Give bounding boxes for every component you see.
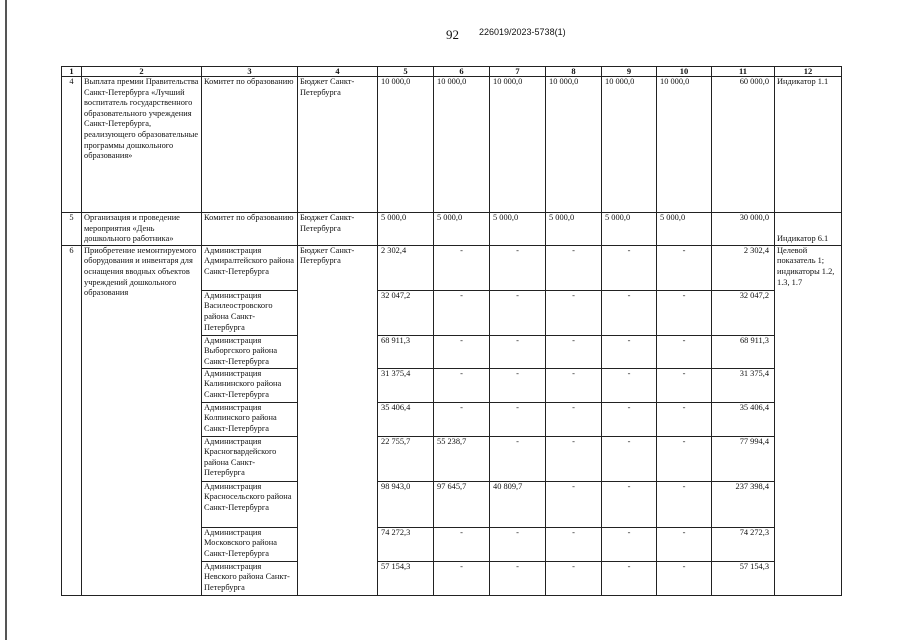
value-cell: - — [546, 481, 602, 527]
value-cell: 10 000,0 — [602, 77, 657, 213]
value-cell: 2 302,4 — [378, 245, 434, 290]
value-cell: - — [657, 481, 712, 527]
value-cell: - — [490, 245, 546, 290]
value-cell: - — [602, 245, 657, 290]
value-cell: - — [602, 335, 657, 368]
value-cell: - — [546, 402, 602, 436]
value-cell: - — [546, 368, 602, 402]
value-cell: - — [490, 335, 546, 368]
value-cell: - — [490, 402, 546, 436]
col-header: 8 — [546, 67, 602, 77]
value-cell: 32 047,2 — [378, 290, 434, 335]
value-cell: 97 645,7 — [434, 481, 490, 527]
total-cell: 60 000,0 — [712, 77, 775, 213]
value-cell: 10 000,0 — [657, 77, 712, 213]
executor: Администрация Колпинского района Санкт-Петербурга — [202, 402, 298, 436]
total-cell: 2 302,4 — [712, 245, 775, 290]
value-cell: - — [657, 402, 712, 436]
value-cell: 5 000,0 — [546, 213, 602, 246]
total-cell: 57 154,3 — [712, 561, 775, 595]
budget-table — [61, 66, 842, 596]
value-cell: - — [657, 436, 712, 481]
activity-name: Приобретение немонтируемого оборудования и инвентаря для оснащения вводных объектов учреждений дошкольного образования — [82, 245, 202, 595]
value-cell: - — [434, 335, 490, 368]
indicator-cell: Индикатор 6.1 — [775, 213, 842, 246]
value-cell: - — [602, 527, 657, 561]
executor: Администрация Красногвардейского района Санкт-Петербурга — [202, 436, 298, 481]
value-cell: - — [490, 436, 546, 481]
value-cell: 10 000,0 — [546, 77, 602, 213]
col-header: 1 — [62, 67, 82, 77]
executor: Администрация Калининского района Санкт-Петербурга — [202, 368, 298, 402]
row-number: 6 — [62, 245, 82, 595]
value-cell: - — [434, 402, 490, 436]
value-cell: 31 375,4 — [378, 368, 434, 402]
value-cell: - — [490, 368, 546, 402]
value-cell: - — [657, 527, 712, 561]
value-cell: - — [546, 335, 602, 368]
value-cell: 5 000,0 — [657, 213, 712, 246]
value-cell: 10 000,0 — [434, 77, 490, 213]
value-cell: - — [602, 436, 657, 481]
value-cell: 10 000,0 — [378, 77, 434, 213]
value-cell: - — [657, 245, 712, 290]
indicator-cell: Индикатор 1.1 — [775, 77, 842, 213]
value-cell: - — [434, 561, 490, 595]
value-cell: 40 809,7 — [490, 481, 546, 527]
document-id: 226019/2023-5738(1) — [479, 27, 566, 37]
value-cell: - — [434, 245, 490, 290]
col-header: 7 — [490, 67, 546, 77]
value-cell: - — [546, 436, 602, 481]
value-cell: 57 154,3 — [378, 561, 434, 595]
value-cell: - — [602, 402, 657, 436]
value-cell: - — [657, 335, 712, 368]
value-cell: - — [657, 290, 712, 335]
value-cell: - — [546, 561, 602, 595]
value-cell: 74 272,3 — [378, 527, 434, 561]
table-row — [62, 213, 842, 246]
row-number: 5 — [62, 213, 82, 246]
total-cell: 77 994,4 — [712, 436, 775, 481]
funding-source: Бюджет Санкт-Петербурга — [298, 245, 378, 595]
executor: Администрация Красносельского района Санкт-Петербурга — [202, 481, 298, 527]
total-cell: 31 375,4 — [712, 368, 775, 402]
col-header: 3 — [202, 67, 298, 77]
value-cell: - — [602, 368, 657, 402]
value-cell: 68 911,3 — [378, 335, 434, 368]
table-row — [62, 245, 842, 290]
page-number: 92 — [446, 27, 459, 42]
column-number-row — [62, 67, 842, 77]
value-cell: 5 000,0 — [378, 213, 434, 246]
value-cell: - — [490, 527, 546, 561]
value-cell: 5 000,0 — [490, 213, 546, 246]
value-cell: 98 943,0 — [378, 481, 434, 527]
total-cell: 35 406,4 — [712, 402, 775, 436]
value-cell: - — [434, 527, 490, 561]
value-cell: - — [657, 368, 712, 402]
value-cell: - — [546, 290, 602, 335]
activity-name: Выплата премии Правительства Санкт-Петербурга «Лучший воспитатель государственного образовательного учреждения Санкт-Петербурга, реализующего образовательные программы дошкольного образования» — [82, 77, 202, 213]
col-header: 10 — [657, 67, 712, 77]
col-header: 9 — [602, 67, 657, 77]
funding-source: Бюджет Санкт-Петербурга — [298, 213, 378, 246]
row-number: 4 — [62, 77, 82, 213]
total-cell: 68 911,3 — [712, 335, 775, 368]
value-cell: - — [490, 561, 546, 595]
value-cell: - — [657, 561, 712, 595]
col-header: 5 — [378, 67, 434, 77]
page-edge-line — [5, 0, 7, 640]
executor: Администрация Адмиралтейского района Санкт-Петербурга — [202, 245, 298, 290]
funding-source: Бюджет Санкт-Петербурга — [298, 77, 378, 213]
total-cell: 30 000,0 — [712, 213, 775, 246]
value-cell: 10 000,0 — [490, 77, 546, 213]
value-cell: 55 238,7 — [434, 436, 490, 481]
value-cell: 22 755,7 — [378, 436, 434, 481]
col-header: 11 — [712, 67, 775, 77]
executor: Комитет по образованию — [202, 213, 298, 246]
executor: Комитет по образованию — [202, 77, 298, 213]
executor: Администрация Василеостровского района Санкт-Петербурга — [202, 290, 298, 335]
indicator-cell: Целевой показатель 1; индикаторы 1.2, 1.3, 1.7 — [775, 245, 842, 595]
table-row — [62, 77, 842, 213]
executor: Администрация Выборгского района Санкт-Петербурга — [202, 335, 298, 368]
value-cell: - — [546, 527, 602, 561]
value-cell: 5 000,0 — [434, 213, 490, 246]
value-cell: - — [434, 368, 490, 402]
total-cell: 237 398,4 — [712, 481, 775, 527]
value-cell: - — [434, 290, 490, 335]
total-cell: 74 272,3 — [712, 527, 775, 561]
value-cell: - — [490, 290, 546, 335]
col-header: 4 — [298, 67, 378, 77]
col-header: 2 — [82, 67, 202, 77]
executor: Администрация Невского района Санкт-Петербурга — [202, 561, 298, 595]
value-cell: - — [602, 290, 657, 335]
value-cell: - — [546, 245, 602, 290]
executor: Администрация Московского района Санкт-Петербурга — [202, 527, 298, 561]
value-cell: 35 406,4 — [378, 402, 434, 436]
value-cell: - — [602, 481, 657, 527]
value-cell: - — [602, 561, 657, 595]
value-cell: 5 000,0 — [602, 213, 657, 246]
col-header: 12 — [775, 67, 842, 77]
activity-name: Организация и проведение мероприятия «День дошкольного работника» — [82, 213, 202, 246]
col-header: 6 — [434, 67, 490, 77]
total-cell: 32 047,2 — [712, 290, 775, 335]
